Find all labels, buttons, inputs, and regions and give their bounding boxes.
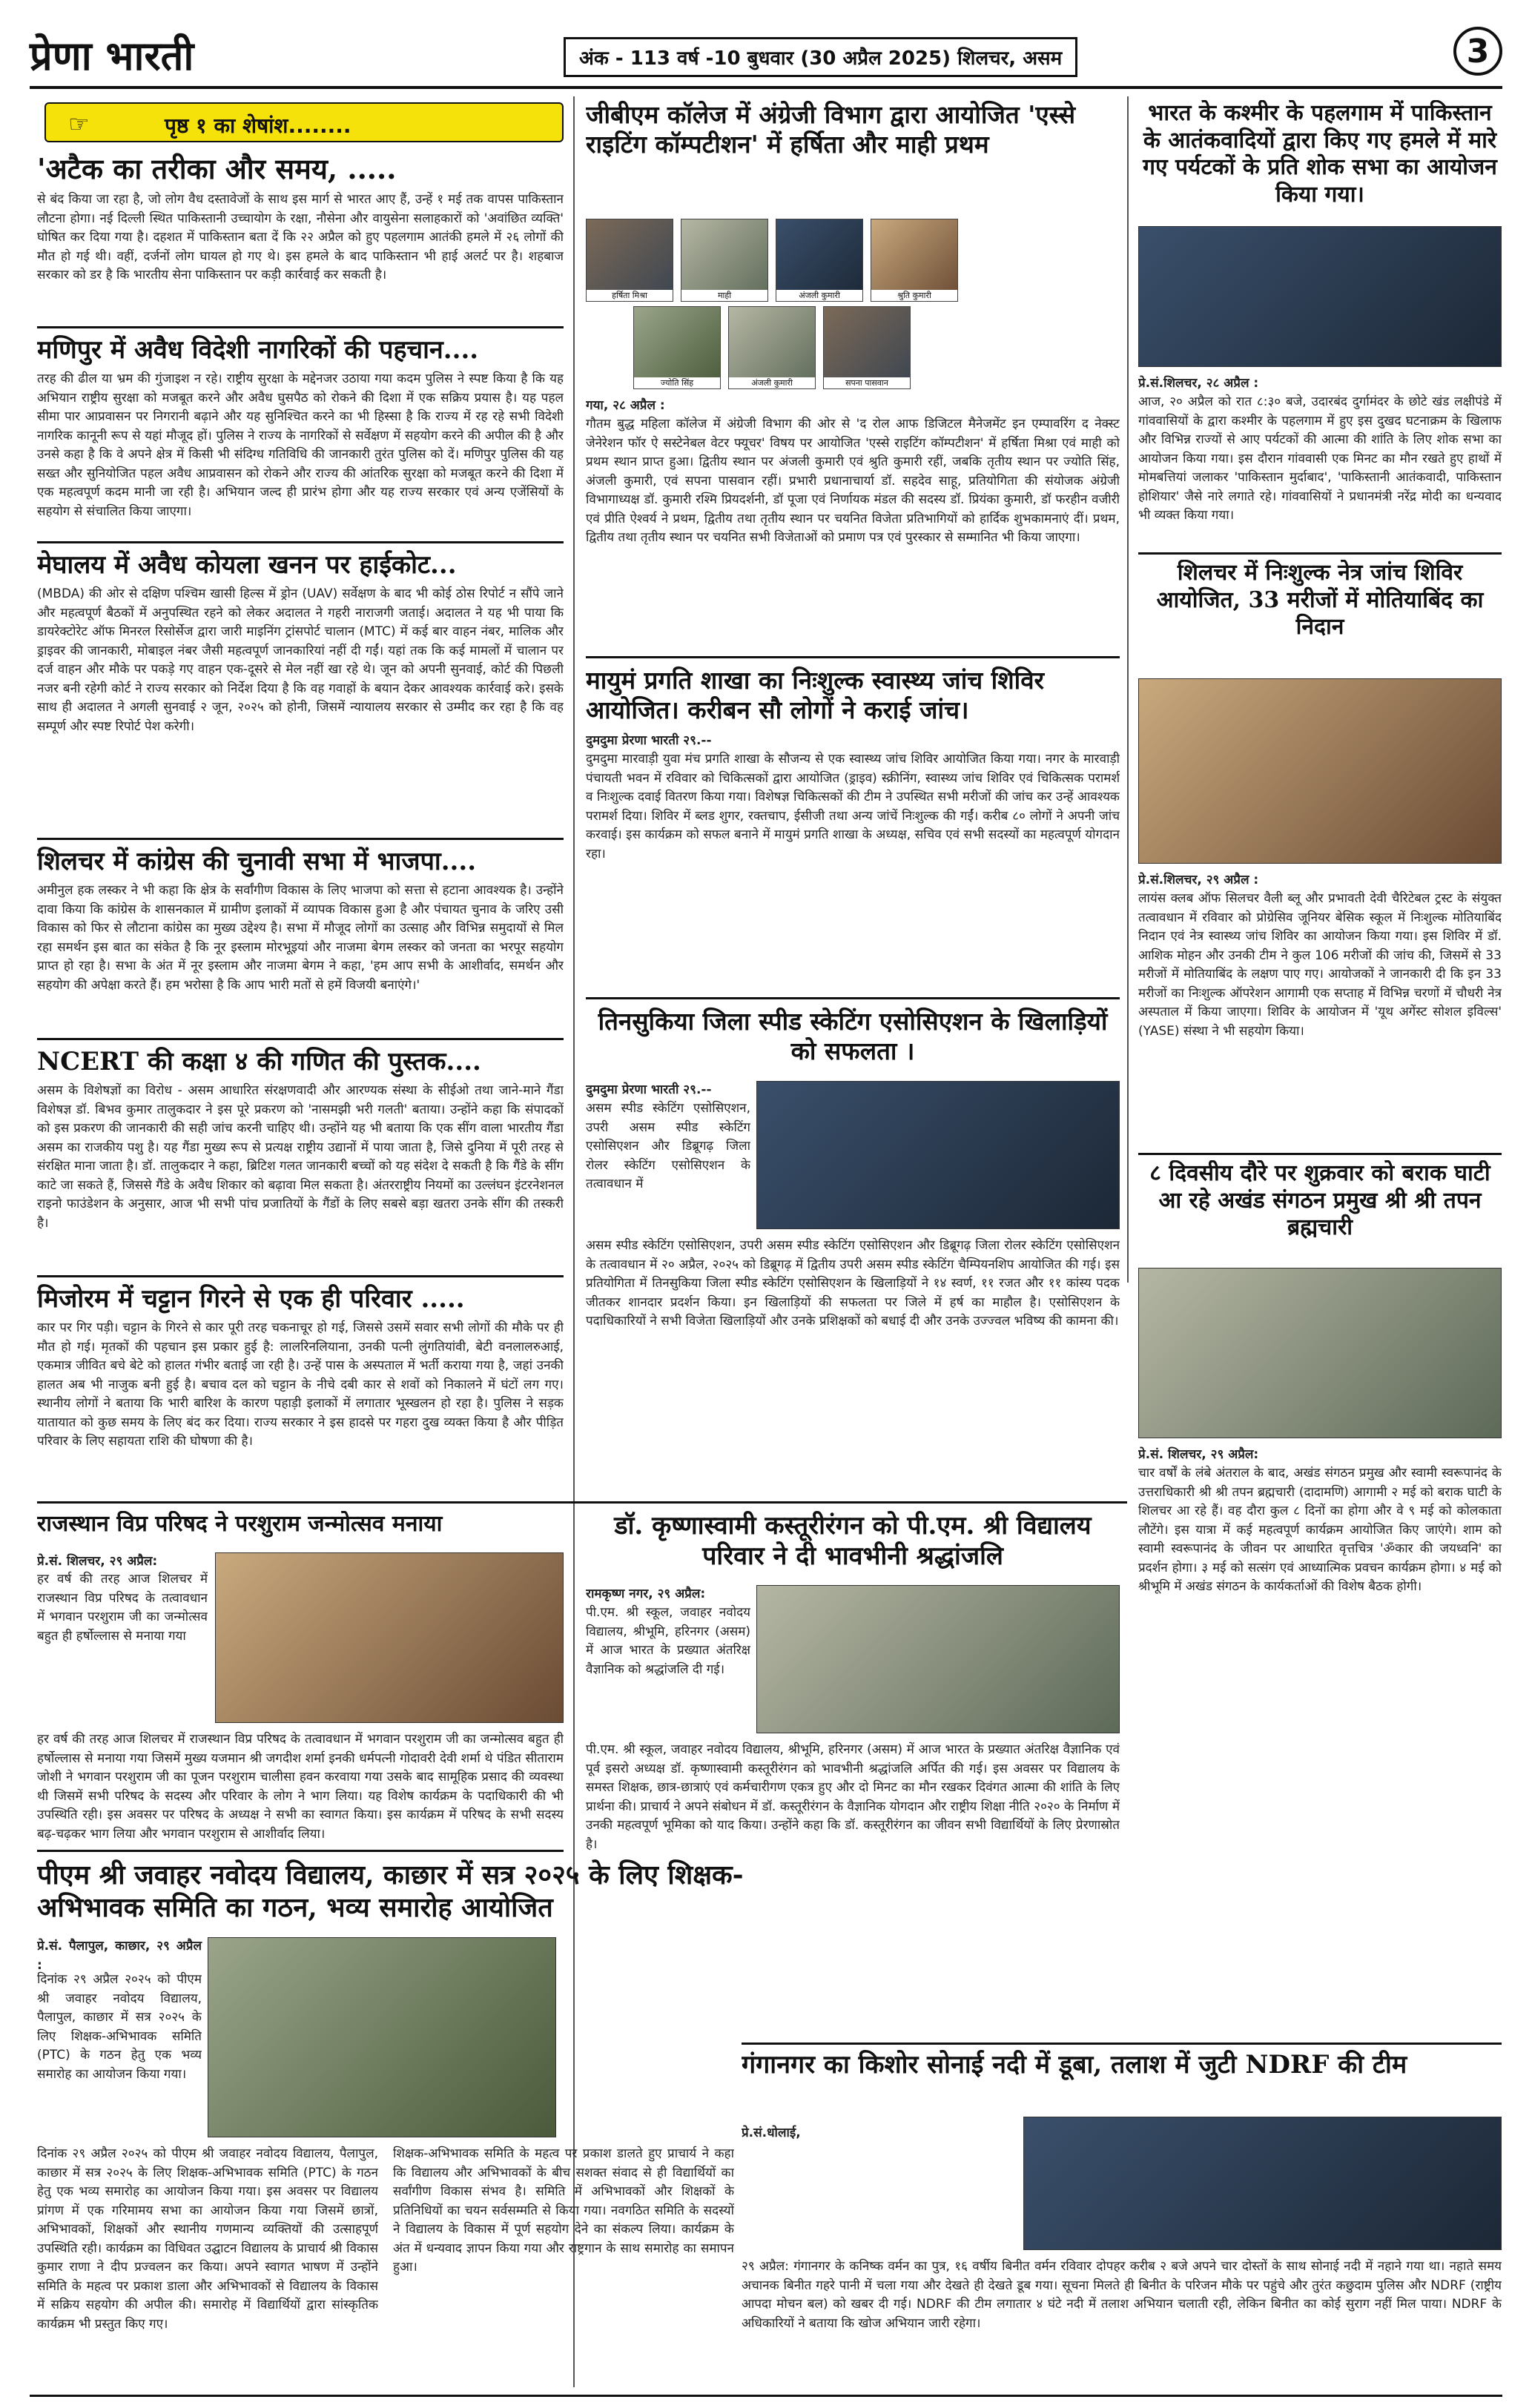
article-body: (MBDA) की ओर से दक्षिण पश्चिम खासी हिल्स में ड्रोन (UAV) सर्वेक्षण के बाद भी कोई ठोस रिपोर्ट न सौंपे जाने और महत्वपूर्ण बैठकों में अनुपस्थित रहने को लेकर अदालत ने गहरी नाराजगी जताई। अदालत ने यह भी पाया कि डायरेक्टोरेट ऑफ मिनरल रिसोर्सेज द्वारा जारी माइनिंग ट्रांसपोर्ट चालान (MTC) में कई बार वाहन नंबर, मालिक और ड्राइवर की जानकारी, मोबाइल नंबर जैसी महत्वपूर्ण जानकारियां नहीं दी गईं। यहां तक कि कई मामलों में चालान पर दर्ज वाहन और मौके पर पकड़े गए वाहन एक-दूसरे से मेल नहीं खा रहे थे। जून को अपनी सुनवाई, कोर्ट की पिछली नजर बनी रहेगी कोर्ट ने राज्य सरकार को निर्देश दिया है कि वह गवाहों के बयान देकर आवश्यक कार्रवाई करे। इसके साथ ही अदालत ने अगली सुनवाई २ जून, २०२५ को होनी, जिसमें न्यायालय सरकार से उम्मीद कर रहा है कि वह सम्पूर्ण और स्पष्ट रिपोर्ट पेश करेगी। bbox=[37, 586, 564, 734]
photo-tribute-assembly bbox=[756, 1585, 1120, 1733]
article-body: चार वर्षों के लंबे अंतराल के बाद, अखंड संगठन प्रमुख और स्वामी स्वरूपानंद के उत्तराधिकारी श्री श्री तपन ब्रह्मचारी (दादामणि) आगामी २ मई को बराक घाटी के शिलचर आ रहे हैं। वह दौरा कुल ८ दिनों का होगा और वे ९ मई को कोलकाता लौटेंगे। इस यात्रा में कई महत्वपूर्ण कार्यक्रम आयोजित किए जाएंगे। शाम को स्वामी स्वरूपानंद के जीवन पर आधारित वृत्तचित्र 'ॐकार की जयध्वनि' का प्रदर्शन होगा। ३ मई को सत्संग एवं आध्यात्मिक प्रवचन कार्यक्रम होगा। ४ मई को श्रीभूमि में अखंड संगठन के कार्यकर्ताओं की विशेष बैठक होगी। bbox=[1138, 1466, 1502, 1594]
dateline: दुमदुमा प्रेरणा भारती २९.-- bbox=[586, 1082, 712, 1097]
article-tapan-brahmachari bbox=[1138, 1160, 1502, 2035]
article-mizoram bbox=[37, 1284, 564, 1492]
continued-banner bbox=[44, 102, 564, 142]
headline: भारत के कश्मीर के पहलगाम में पाकिस्तान के आतंकवादियों द्वारा किए गए हमले में मारे गए पर्यटकों के प्रति शोक सभा का आयोजन किया गया। bbox=[1143, 100, 1497, 208]
headline: तिनसुकिया जिला स्पीड स्केटिंग एसोसिएशन के खिलाड़ियों को सफलता । bbox=[598, 1007, 1108, 1066]
dateline: दुमदुमा प्रेरणा भारती २९.-- bbox=[586, 732, 712, 748]
article-body: पी.एम. श्री स्कूल, जवाहर नवोदय विद्यालय, श्रीभूमि, हरिनगर (असम) में आज भारत के प्रख्यात अंतरिक्ष वैज्ञानिक एवं पूर्व इसरो अध्यक्ष डॉ. कृष्णास्वामी कस्तूरीरंगन को भावभीनी श्रद्धांजलि अर्पित की गई। इस अवसर पर विद्यालय के समस्त शिक्षक, छात्र-छात्राएं एवं कर्मचारीगण एकत्र हुए और दो मिनट का मौन रखकर दिवंगत आत्मा की शांति के लिए प्रार्थना की। प्राचार्य ने अपने संबोधन में डॉ. कस्तूरीरंगन के वैज्ञानिक योगदान और राष्ट्रीय शिक्षा नीति २०२० के निर्माण में उनकी महत्वपूर्ण भूमिका को याद किया। उन्होंने कहा कि डॉ. कस्तूरीरंगन का जीवन सभी विद्यार्थियों के लिए प्रेरणास्रोत है। bbox=[586, 1742, 1120, 1852]
divider bbox=[586, 656, 1120, 658]
divider bbox=[37, 541, 564, 543]
article-body-side: हर वर्ष की तरह आज शिलचर में राजस्थान विप्र परिषद के तत्वावधान में भगवान परशुराम जी का जन्मोत्सव बहुत ही हर्षोल्लास से मनाया गया bbox=[37, 1572, 208, 1644]
headline: पीएम श्री जवाहर नवोदय विद्यालय, काछार में सत्र २०२५ के लिए शिक्षक-अभिभावक समिति का गठन, भव्य समारोह आयोजित bbox=[37, 1859, 744, 1923]
article-body: गौतम बुद्ध महिला कॉलेज में अंग्रेजी विभाग की ओर से 'द रोल आफ डिजिटल मैनेजमेंट इन एम्पावरिंग द नेक्स्ट जेनेरेशन फॉर ऐ सस्टेनेबल वेटर फ्यूचर' विषय पर आयोजित 'एस्से राइटिंग कॉम्पटीशन' में हर्षिता मिश्रा एवं माही को प्रथम स्थान प्राप्त हुआ। द्वितीय स्थान पर अंजली कुमारी एवं श्रुति कुमारी रहीं, जबकि तृतीय स्थान पर ज्योति सिंह, अंजली कुमारी, एवं सपना पासवान रहीं। प्रभारी प्रधानाचार्या डॉ. सहदेव साहू, प्रतियोगिता की संयोजक अंग्रेजी विभागाध्यक्ष डॉ. कुमारी रश्मि प्रियदर्शनी, डॉ पूजा एवं निर्णायक मंडल की सदस्य डॉ. प्रियंका कुमारी, डॉ फरहीन वजीरी एवं प्रीति ऐश्वर्य ने प्रथम, द्वितीय तथा तृतीय स्थान पर चयनित विजेता प्रतिभागियों को हार्दिक शुभकामनाएं दीं। प्रथम, द्वितीय तथा तृतीय स्थान पर चयनित सभी विजेताओं को प्रमाण पत्र एवं पुरस्कार से सम्मानित भी किया जाएगा। bbox=[586, 417, 1120, 545]
article-body: दिनांक २९ अप्रैल २०२५ को पीएम श्री जवाहर नवोदय विद्यालय, पैलापुल, काछार में सत्र २०२५ के लिए शिक्षक-अभिभावक समिति (PTC) के गठन हेतु एक भव्य समारोह का आयोजन किया गया। इस अवसर पर विद्यालय प्रांगण में एक गरिमामय सभा का आयोजन किया गया जिसमें छात्रों, अभिभावकों, शिक्षकों और स्थानीय गणमान्य व्यक्तियों की उत्साहपूर्ण उपस्थिति रही। कार्यक्रम का विधिवत उद्घाटन विद्यालय के प्राचार्य श्री विकास कुमार राणा ने दीप प्रज्वलन कर किया। अपने स्वागत भाषण में उन्होंने समिति के महत्व पर प्रकाश डाला और अभिभावकों से विद्यालय के विकास में सक्रिय सहयोग की अपील की। समारोह में विद्यार्थियों द्वारा सांस्कृतिक कार्यक्रम भी प्रस्तुत किए गए। bbox=[37, 2146, 378, 2332]
article-body: अमीनुल हक लस्कर ने भी कहा कि क्षेत्र के सर्वांगीण विकास के लिए भाजपा को सत्ता से हटाना आवश्यक है। उन्होंने दावा किया कि कांग्रेस के शासनकाल में ग्रामीण इलाकों में व्यापक विकास हुआ है और पंचायत चुनाव के जरिए उसी विकास को फिर से लौटाना कांग्रेस का मुख्य उद्देश्य है। सभा में मौजूद लोगों का उत्साह और विभिन्न समुदायों से मिल रहा समर्थन इस बात का संकेत है कि नूर इस्लाम मोरभूइयां और नाजमा बेगम लस्कर को जनता का भरपूर सहयोग प्राप्त हो रहा है। सभा के अंत में नूर इस्लाम और नाजमा बेगम ने कहा, 'हम आप सभी के आशीर्वाद, समर्थन और सहयोग की अपेक्षा करते हैं। हम भरोसा है कि आप भारी मतों से हमें विजयी बनाएंगे।' bbox=[37, 883, 564, 993]
photo-candle-vigil bbox=[1138, 226, 1502, 367]
article-body: हर वर्ष की तरह आज शिलचर में राजस्थान विप्र परिषद के तत्वावधान में भगवान परशुराम जी का जन्मोत्सव बहुत ही हर्षोल्लास से मनाया गया जिसमें मुख्य यजमान श्री जगदीश शर्मा इनकी धर्मपत्नी गोदावरी देवी शर्मा थे पंडित सीताराम जोशी ने भगवान परशुराम जी का पूजन परशुराम चालीसा हवन करवाया गया उसके बाद सामूहिक प्रसाद की व्यवस्था थी जिसमें सभी परिषद के सदस्य और परिवार के लोग ने भाग लिया। यह विशेष कार्यक्रम के पदाधिकारी की भी उपस्थिति रही। इस अवसर पर परिषद के अध्यक्ष ने सभी का स्वागत किया। इस कार्यक्रम में परिषद के सभी सदस्य बढ़-चढ़कर भाग लिया और भगवान परशुराम से आशीर्वाद लिया। bbox=[37, 1732, 564, 1842]
winner-photo: अंजली कुमारी bbox=[728, 306, 816, 389]
winner-photo: हर्षिता मिश्रा bbox=[586, 219, 673, 302]
article-attack bbox=[37, 152, 564, 319]
issue-info: अंक - 113 वर्ष -10 बुधवार (30 अप्रैल 2025) शिलचर, असम bbox=[564, 37, 1077, 77]
article-pahalgam-condolence bbox=[1138, 100, 1502, 545]
headline: जीबीएम कॉलेज में अंग्रेजी विभाग द्वारा आयोजित 'एस्से राइटिंग कॉम्पटीशन' में हर्षिता और माही प्रथम bbox=[586, 100, 1076, 159]
dateline: प्रे.सं. शिलचर, २९ अप्रैल: bbox=[37, 1554, 158, 1569]
newspaper-title: प्रेणा भारती bbox=[30, 32, 194, 79]
article-silchar-congress bbox=[37, 847, 564, 1032]
winners-photo-grid bbox=[586, 219, 971, 389]
pointing-hand-icon: ☞ bbox=[68, 110, 90, 138]
article-body: असम के विशेषज्ञों का विरोध - असम आधारित संरक्षणवादी और आरण्यक संस्था के सीईओ तथा जाने-माने गैंडा विशेषज्ञ डॉ. बिभव कुमार तालुकदार ने इस पूरे प्रकरण को 'नासमझी भरी गलती' बताया। उन्होंने कहा कि संपादकों को इस प्रकरण की जानकारी की सही जांच करनी चाहिए थी। उन्होंने यह भी बताया कि एक सींग वाला भारतीय गैंडा असम का राजकीय पशु है। यह गैंडा मुख्य रूप से प्रत्यक्ष राष्ट्रीय उद्यानों में पाया जाता है, जिसे दुनिया में पूरी तरह से संरक्षित माना जाता है। डॉ. तालुकदार ने कहा, ब्रिटिश गलत जानकारी बच्चों को यह संदेश दे सकती है कि गैंडे के सींग काटे जा सकते हैं, जिससे गैंडे के अवैध शिकार को बढ़ावा मिल सकता है। अंतरराष्ट्रीय नियमों का उल्लंघन इंटरनेशनल राइनो फाउंडेशन के अनुसार, आज भी सभी पांच प्रजातियों के गैंडों के लिए सबसे बड़ा खतरा उनके सींग की तस्करी है। bbox=[37, 1083, 564, 1231]
headline: मणिपुर में अवैध विदेशी नागरिकों की पहचान.... bbox=[37, 335, 479, 365]
article-body: दुमदुमा मारवाड़ी युवा मंच प्रगति शाखा के सौजन्य से एक स्वास्थ्य जांच शिविर आयोजित किया गया। नगर के मारवाड़ी पंचायती भवन में रविवार को चिकित्सकों द्वारा आयोजित (ड्राइव) स्क्रीनिंग, स्वास्थ्य जांच शिविर एवं चिकित्सक परामर्श व निःशुल्क दवाई वितरण किया गया। विशेषज्ञ चिकित्सकों की टीम ने उपस्थित सभी मरीजों की जांच कर उन्हें आवश्यक परामर्श दिया। शिविर में ब्लड शुगर, रक्तचाप, ईसीजी तथा अन्य जांचें निःशुल्क की गईं। करीब ८० लोगों ने अपनी जांच करवाई। इस कार्यक्रम को सफल बनाने में मायुमं प्रगति शाखा के अध्यक्ष, सचिव एवं सभी सदस्यों का महत्वपूर्ण योगदान रहा। bbox=[586, 752, 1120, 861]
photo-akhand-sangathan bbox=[1138, 1268, 1502, 1438]
divider bbox=[37, 1038, 564, 1040]
dateline: प्रे.सं.शिलचर, २८ अप्रैल : bbox=[1138, 376, 1259, 391]
article-body-side: दिनांक २९ अप्रैल २०२५ को पीएम श्री जवाहर नवोदय विद्यालय, पैलापुल, काछार में सत्र २०२५ के लिए शिक्षक-अभिभावक समिति (PTC) के गठन हेतु एक भव्य समारोह का आयोजन किया गया। bbox=[37, 1972, 202, 2082]
banner-label: पृष्ठ १ का शेषांश........ bbox=[165, 113, 351, 138]
winner-photo: सपना पासवान bbox=[823, 306, 911, 389]
headline: गंगानगर का किशोर सोनाई नदी में डूबा, तलाश में जुटी NDRF की टीम bbox=[742, 2050, 1407, 2080]
headline: मेघालय में अवैध कोयला खनन पर हाईकोट... bbox=[37, 550, 457, 580]
article-kasturirangan bbox=[586, 1511, 1120, 2037]
article-health-camp bbox=[586, 666, 1120, 992]
headline: शिलचर में निःशुल्क नेत्र जांच शिविर आयोजित, 33 मरीजों में मोतियाबिंद का निदान bbox=[1156, 560, 1484, 641]
article-gbm-essay bbox=[586, 100, 1120, 649]
article-ncert bbox=[37, 1047, 564, 1269]
dateline: प्रे.सं. शिलचर, २९ अप्रैल: bbox=[1138, 1447, 1259, 1462]
dateline: प्रे.सं.धोलाई, bbox=[742, 2126, 801, 2140]
photo-parshuram-puja bbox=[215, 1552, 564, 1723]
article-body: लायंस क्लब ऑफ सिलचर वैली ब्लू और प्रभावती देवी चैरिटेबल ट्रस्ट के संयुक्त तत्वावधान में रविवार को प्रोग्रेसिव जूनियर बेसिक स्कूल में निःशुल्क मोतियाबिंद निदान एवं नेत्र स्वास्थ्य जांच शिविर का आयोजन किया गया। इस शिविर में डॉ. आशिक मोहन और उनकी टीम ने कुल 106 मरीजों की जांच की, जिसमें से 33 मरीजों में मोतियाबिंद के लक्षण पाए गए। आयोजकों ने जानकारी दी कि इन 33 मरीजों का निःशुल्क ऑपरेशन आगामी एक सप्ताह में विभिन्न चरणों में चौधरी नेत्र अस्पताल में किया जाएगा। शिविर के आयोजन में 'यूथ अगेंस्ट सोशल इविल्स' (YASE) संस्था ने भी सहयोग किया। bbox=[1138, 891, 1502, 1039]
article-eye-camp bbox=[1138, 560, 1502, 1145]
divider bbox=[37, 326, 564, 328]
winner-photo: ज्योति सिंह bbox=[633, 306, 721, 389]
article-body: कार पर गिर पड़ी। चट्टान के गिरने से कार पूरी तरह चकनाचूर हो गई, जिससे उसमें सवार सभी लोगों की मौके पर ही मौत हो गई। मृतकों की पहचान इस प्रकार हुई है: लालरिनलियाना, उनकी पत्नी लुंगतियांवी, बेटी वनलालरुआई, एकमात्र जीवित बचे बेटे को हालत गंभीर बताई जा रही है। उन्हें पास के अस्पताल में भर्ती कराया गया है, जहां उनकी हालत अब भी नाजुक बनी हुई है। बचाव दल को चट्टान के नीचे दबी कार से शवों को निकालने में घंटों लग गए। स्थानीय लोगों ने बताया कि भारी बारिश के कारण पहाड़ी इलाकों में लगातार भूस्खलन हो रहा है। पुलिस ने सड़क यातायात को कुछ समय के लिए बंद कर दिया। राज्य सरकार ने इस हादसे पर गहरा दुख व्यक्त किया है और पीड़ित परिवार के लिए सहायता राशि की घोषणा की है। bbox=[37, 1320, 564, 1449]
headline: डॉ. कृष्णास्वामी कस्तूरीरंगन को पी.एम. श्री विद्यालय परिवार ने दी भावभीनी श्रद्धांजलि bbox=[614, 1511, 1092, 1572]
article-text-block bbox=[37, 1552, 208, 1572]
bottom-rule bbox=[30, 2395, 1502, 2397]
article-sonai-drowning bbox=[742, 2050, 1502, 2391]
article-body-side: पी.एम. श्री स्कूल, जवाहर नवोदय विद्यालय, श्रीभूमि, हरिनगर (असम) में आज भारत के प्रख्यात अंतरिक्ष वैज्ञानिक को श्रद्धांजलि दी गई। bbox=[586, 1605, 750, 1677]
winner-photo: अंजली कुमारी bbox=[776, 219, 863, 302]
divider bbox=[586, 997, 1120, 999]
masthead bbox=[30, 22, 1502, 89]
photo-ptc-ceremony bbox=[208, 1937, 556, 2137]
headline: मायुमं प्रगति शाखा का निःशुल्क स्वास्थ्य जांच शिविर आयोजित। करीबन सौ लोगों ने कराई जांच। bbox=[586, 666, 1045, 725]
headline: शिलचर में कांग्रेस की चुनावी सभा में भाजपा.... bbox=[37, 847, 477, 876]
dateline: प्रे.सं.शिलचर, २९ अप्रैल : bbox=[1138, 873, 1259, 887]
divider bbox=[1138, 552, 1502, 555]
article-body: तरह की ढील या भ्रम की गुंजाइश न रहे। राष्ट्रीय सुरक्षा के मद्देनजर उठाया गया कदम पुलिस ने स्पष्ट किया है कि यह अभियान राष्ट्रीय सुरक्षा को मजबूत करने और अवैध घुसपैठ को रोकने की दिशा में एक सक्रिय प्रयास है। यह पहल सीमा पार आप्रवासन पर निगरानी बढ़ाने और यह सुनिश्चित करने का भी हिस्सा है कि राज्य में रह रहे सभी विदेशी नागरिक कानूनी रूप से यहां मौजूद हों। पुलिस ने राज्य के नागरिकों से सर्वेक्षण में सहयोग करने की अपील की है और उनसे कहा है कि वे अपने क्षेत्र में किसी भी संदिग्ध गतिविधि की जानकारी तुरंत पुलिस को दें। मणिपुर पुलिस की यह सख्त और सुनियोजित पहल अवैध आप्रवासन को रोकने और राज्य की आंतरिक सुरक्षा को मजबूत करने की दिशा में एक महत्वपूर्ण कदम मानी जा रही है। अभियान जल्द ही प्रारंभ होगा और यह राज्य सरकार एवं अन्य एजेंसियों के सहयोग से संचालित किया जाएगा। bbox=[37, 371, 564, 519]
article-body: असम स्पीड स्केटिंग एसोसिएशन, उपरी असम स्पीड स्केटिंग एसोसिएशन और डिब्रूगढ़ जिला रोलर स्केटिंग एसोसिएशन के तत्वावधान में २० अप्रैल, २०२५ को डिब्रूगढ़ में द्वितीय उपरी असम स्पीड स्केटिंग चैम्पियनशिप आयोजित की गई। इस प्रतियोगिता में तिनसुकिया जिला स्पीड स्केटिंग एसोसिएशन के खिलाड़ियों ने १४ स्वर्ण, ११ रजत और ११ कांस्य पदक जीतकर शानदार प्रदर्शन किया। इन खिलाड़ियों की सफलता पर जिले में हर्ष का माहौल है। एसोसिएशन के पदाधिकारियों ने सभी विजेता खिलाड़ियों और उनके प्रशिक्षकों को बधाई दी और उनके उज्ज्वल भविष्य की कामना की। bbox=[586, 1238, 1120, 1329]
article-body-side: असम स्पीड स्केटिंग एसोसिएशन, उपरी असम स्पीड स्केटिंग एसोसिएशन और डिब्रूगढ़ जिला रोलर स्केटिंग एसोसिएशन के तत्वावधान में bbox=[586, 1101, 750, 1191]
dateline: गया, २८ अप्रैल : bbox=[586, 398, 665, 413]
headline: मिजोरम में चट्टान गिरने से एक ही परिवार ..... bbox=[37, 1284, 465, 1314]
article-body: आज, २० अप्रैल को रात ८:३० बजे, उदारबंद दुर्गामंदर के छोटे खंड लक्षीपंडे में गांववासियों के द्वारा कश्मीर के पहलगाम में हुए इस दुखद घटनाक्रम के खिलाफ और विभिन्न राज्यों से आए पर्यटकों की आत्मा की शांति के लिए शोक सभा का आयोजन किया गया। इस दौरान गांववासी एक मिनट का मौन रखते हुए हाथों में मोमबत्तियां जलाकर 'पाकिस्तान मुर्दाबाद', 'पाकिस्तानी आतंकवादी, पाकिस्तान होशियार' जैसे नारे लगाते रहे। गांववासियों ने प्रधानमंत्री नरेंद्र मोदी का धन्यवाद भी व्यक्त किया गया। bbox=[1138, 394, 1502, 523]
winner-photo: श्रुति कुमारी bbox=[871, 219, 958, 302]
photo-ndrf-search bbox=[1023, 2117, 1502, 2250]
winner-photo: माही bbox=[681, 219, 768, 302]
dateline: प्रे.सं. पैलापुल, काछार, २९ अप्रैल : bbox=[37, 1939, 202, 1973]
headline: NCERT की कक्षा ४ की गणित की पुस्तक.... bbox=[37, 1047, 481, 1076]
divider bbox=[37, 1501, 1127, 1504]
divider bbox=[742, 2042, 1502, 2045]
divider bbox=[37, 1850, 564, 1852]
article-skating bbox=[586, 1007, 1120, 1492]
article-body: २९ अप्रैल: गंगानगर के कनिष्क वर्मन का पुत्र, १६ वर्षीय बिनीत वर्मन रविवार दोपहर करीब २ बजे अपने चार दोस्तों के साथ सोनाई नदी में नहाने गया था। नहाते समय अचानक बिनीत गहरे पानी में चला गया और देखते ही देखते डूब गया। सूचना मिलते ही बिनीत के परिजन मौके पर पहुंचे और तुरंत कछुदाम पुलिस और NDRF (राष्ट्रीय आपदा मोचन बल) को खबर दी गई। NDRF की टीम लगातार ४ घंटे नदी में तलाश अभियान चलाती रही, लेकिन बिनीत का कोई सुराग नहीं मिल पाया। NDRF के अधिकारियों ने बताया कि खोज अभियान जारी रहेगा। bbox=[742, 2259, 1502, 2331]
column-rule bbox=[1127, 96, 1129, 1283]
headline: 'अटैक का तरीका और समय, ..... bbox=[37, 152, 397, 185]
photo-eye-camp bbox=[1138, 678, 1502, 864]
article-meghalaya bbox=[37, 550, 564, 832]
photo-skating-team bbox=[756, 1081, 1120, 1229]
article-parshuram bbox=[37, 1511, 564, 1845]
article-body: से बंद किया जा रहा है, जो लोग वैध दस्तावेजों के साथ इस मार्ग से भारत आए हैं, उन्हें १ मई तक वापस पाकिस्तान लौटना होगा। नई दिल्ली स्थित पाकिस्तानी उच्चायोग के रक्षा, नौसेना और वायुसेना सलाहकारों को 'अवांछित व्यक्ति' घोषित कर दिया गया है। दहशत में पाकिस्तान बता दें कि २२ अप्रैल को हुए पहलगाम आतंकी हमले में २६ लोगों की मौत हो गई थी। वहीं, दर्जनों लोग घायल हो गए थे। इस हमले के बाद पाकिस्तान भी हाई अलर्ट पर है। शहबाज सरकार को डर है कि भारतीय सेना पाकिस्तान पर कड़ी कार्रवाई कर सकती है। bbox=[37, 192, 564, 283]
divider bbox=[37, 838, 564, 840]
divider bbox=[1138, 1153, 1502, 1155]
dateline: रामकृष्ण नगर, २९ अप्रैल: bbox=[586, 1587, 706, 1601]
headline: ८ दिवसीय दौरे पर शुक्रवार को बराक घाटी आ रहे अखंड संगठन प्रमुख श्री श्री तपन ब्रह्मचारी bbox=[1149, 1160, 1490, 1241]
page-number: 3 bbox=[1453, 27, 1502, 76]
article-body-continued: शिक्षक-अभिभावक समिति के महत्व पर प्रकाश डालते हुए प्राचार्य ने कहा कि विद्यालय और अभिभावकों के बीच सशक्त संवाद से ही विद्यार्थियों का सर्वांगीण विकास संभव है। समिति में अभिभावकों और शिक्षकों के प्रतिनिधियों का चयन सर्वसम्मति से किया गया। नवगठित समिति के सदस्यों ने विद्यालय के विकास में पूर्ण सहयोग देने का संकल्प लिया। कार्यक्रम के अंत में धन्यवाद ज्ञापन किया गया और राष्ट्रगान के साथ समारोह का समापन हुआ। bbox=[393, 2146, 734, 2275]
headline: राजस्थान विप्र परिषद ने परशुराम जन्मोत्सव मनाया bbox=[37, 1511, 443, 1537]
article-manipur bbox=[37, 335, 564, 535]
divider bbox=[37, 1275, 564, 1277]
